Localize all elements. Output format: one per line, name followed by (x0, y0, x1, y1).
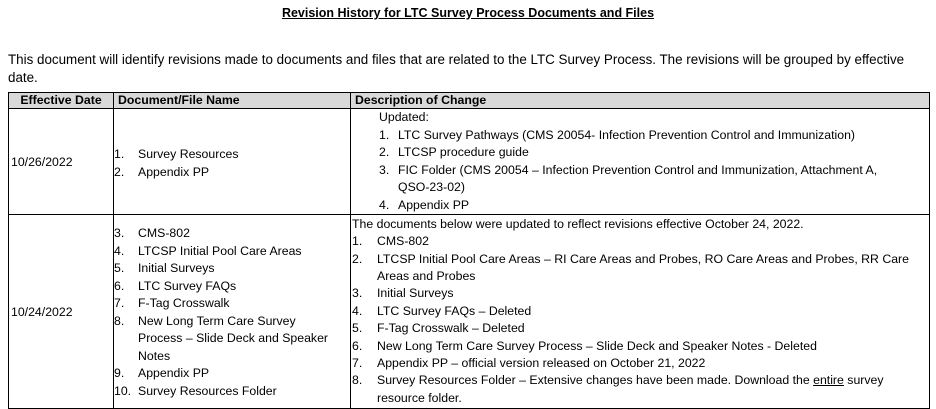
description-intro: The documents below were updated to reflect revisions effective October 24, 2022. (352, 216, 804, 231)
list-item-continuation: QSO-23-02) (398, 180, 465, 194)
description-intro: Updated: (379, 110, 429, 124)
list-item: 1. LTC Survey Pathways (CMS 20054- Infection Prevention Control and Immunization) (379, 127, 856, 142)
entire-link[interactable]: entire (813, 373, 844, 388)
document-name-cell (114, 109, 351, 215)
list-item: 10. Survey Resources Folder (114, 383, 277, 398)
table-header-row (9, 93, 930, 109)
list-item: 4. Appendix PP (379, 197, 470, 212)
header-document-name: Document/File Name (114, 93, 351, 109)
list-item-continuation: Notes (138, 348, 171, 363)
list-item: 7. F-Tag Crosswalk (114, 296, 230, 310)
table-row (9, 215, 930, 409)
list-item: 4. LTCSP Initial Pool Care Areas (114, 243, 302, 258)
description-cell (351, 215, 930, 409)
list-item: 2. LTCSP Initial Pool Care Areas – RI Care Areas and Probes, RO Care Areas and Probes, RR Care (352, 251, 909, 266)
list-item-continuation: Areas and Probes (377, 268, 476, 283)
document-title: Revision History for LTC Survey Process Documents and Files (281, 6, 655, 20)
header-effective-date: Effective Date (9, 93, 114, 109)
description-cell (351, 109, 930, 215)
list-item: 3. FIC Folder (CMS 20054 – Infection Prevention Control and Immunization, Attachment A, (379, 162, 878, 177)
list-item: 2. Appendix PP (114, 164, 210, 179)
effective-date-cell: 10/26/2022 (9, 109, 114, 215)
list-item-continuation: resource folder. (377, 390, 462, 405)
document-name-cell (114, 215, 351, 409)
list-item: 5. Initial Surveys (114, 261, 215, 275)
list-item: 7. Appendix PP – official version released on October 21, 2022 (352, 356, 706, 371)
list-item: 3. Initial Surveys (352, 286, 454, 301)
list-item: 6. New Long Term Care Survey Process – Slide Deck and Speaker Notes - Deleted (352, 338, 817, 353)
list-item: 1. Survey Resources (114, 147, 239, 161)
table-row (9, 109, 930, 215)
list-item: 6. LTC Survey FAQs (114, 278, 237, 293)
list-item-continuation: Process – Slide Deck and Speaker (138, 331, 329, 345)
list-item: 2. LTCSP procedure guide (379, 145, 529, 159)
header-description: Description of Change (351, 93, 930, 109)
list-item: 8. Survey Resources Folder – Extensive changes have been made. Download the entire survey (352, 373, 884, 388)
list-item: 9. Appendix PP (114, 366, 210, 380)
effective-date-cell: 10/24/2022 (9, 215, 114, 409)
list-item: 8. New Long Term Care Survey (114, 313, 296, 328)
list-item: 1. CMS-802 (352, 234, 429, 249)
intro-paragraph: This document will identify revisions made to documents and files that are related to the LTC Survey Process. The revisions will be grouped by effective date. (8, 52, 905, 85)
list-item: 4. LTC Survey FAQs – Deleted (352, 303, 532, 318)
list-item: 3. CMS-802 (114, 226, 190, 240)
list-item: 5. F-Tag Crosswalk – Deleted (352, 321, 525, 336)
revision-table (8, 92, 930, 409)
